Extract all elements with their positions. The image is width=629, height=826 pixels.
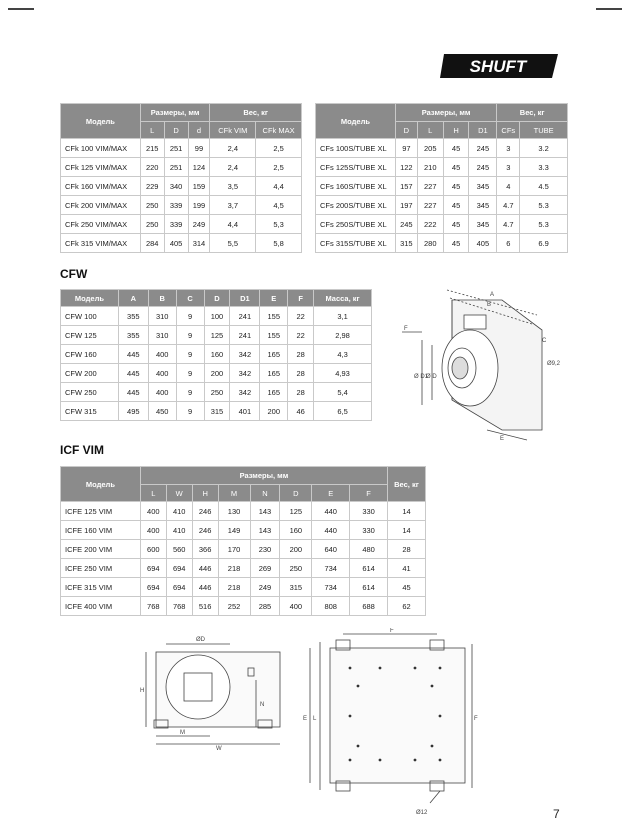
icf-model-cell: ICFE 400 VIM <box>61 597 141 616</box>
cfk-value-cell: 2,4 <box>210 158 256 177</box>
icf-table <box>60 466 426 616</box>
cfk-model-cell: CFk 160 VIM/MAX <box>61 177 141 196</box>
cfw-section-title: CFW <box>60 267 88 281</box>
cfw-value-cell: 3,1 <box>314 307 372 326</box>
icf-top-f-label: F <box>390 628 394 634</box>
cfk-value-cell: 284 <box>140 234 164 253</box>
cfw-value-cell: 495 <box>118 402 148 421</box>
icf-table-row <box>61 559 426 578</box>
cfs-value-cell: 345 <box>469 177 497 196</box>
icf-top-drawing <box>300 628 480 818</box>
cfs-value-cell: 3.3 <box>520 158 568 177</box>
cfs-header-dims: Размеры, мм <box>395 104 496 122</box>
cfw-value-cell: 165 <box>260 383 288 402</box>
icf-section-title: ICF VIM <box>60 443 104 457</box>
cfw-value-cell: 160 <box>204 345 230 364</box>
cfs-value-cell: 280 <box>417 234 443 253</box>
icf-value-cell: 170 <box>218 540 250 559</box>
cfw-dim-d-label: Ø D <box>426 374 437 380</box>
cfk-value-cell: 3,7 <box>210 196 256 215</box>
cfk-model-cell: CFk 200 VIM/MAX <box>61 196 141 215</box>
cfw-model-cell: CFW 250 <box>61 383 119 402</box>
icf-value-cell: 400 <box>140 521 166 540</box>
icf-header-weight: Вес, кг <box>388 467 426 502</box>
corner-mark-right <box>596 8 622 24</box>
icf-sub-header: L <box>140 485 166 502</box>
icf-value-cell: 560 <box>166 540 192 559</box>
icf-value-cell: 218 <box>218 578 250 597</box>
icf-top-l-label: L <box>313 716 317 722</box>
cfk-value-cell: 339 <box>164 196 188 215</box>
icf-front-h-label: H <box>140 688 145 694</box>
cfs-model-cell: CFs 125S/TUBE XL <box>316 158 396 177</box>
cfw-value-cell: 9 <box>176 345 204 364</box>
cfk-sub-header: L <box>140 122 164 139</box>
cfw-model-cell: CFW 125 <box>61 326 119 345</box>
cfw-value-cell: 355 <box>118 307 148 326</box>
cfw-header: D1 <box>230 290 260 307</box>
cfw-value-cell: 401 <box>230 402 260 421</box>
cfw-table-row <box>61 345 372 364</box>
icf-value-cell: 160 <box>280 521 312 540</box>
cfk-sub-header: d <box>188 122 210 139</box>
icf-top-e-label: E <box>303 716 308 722</box>
icf-value-cell: 125 <box>280 502 312 521</box>
cfw-dim-c-label: C <box>542 338 547 344</box>
cfs-value-cell: 4.5 <box>520 177 568 196</box>
cfs-value-cell: 6.9 <box>520 234 568 253</box>
cfw-value-cell: 450 <box>148 402 176 421</box>
cfs-value-cell: 197 <box>395 196 417 215</box>
cfs-model-cell: CFs 100S/TUBE XL <box>316 139 396 158</box>
cfs-value-cell: 45 <box>443 158 469 177</box>
icf-value-cell: 400 <box>280 597 312 616</box>
icf-value-cell: 143 <box>250 502 280 521</box>
cfw-dim-e-label: E <box>500 436 505 442</box>
icf-table-row <box>61 540 426 559</box>
cfs-value-cell: 345 <box>469 215 497 234</box>
icf-value-cell: 808 <box>312 597 350 616</box>
cfk-value-cell: 251 <box>164 139 188 158</box>
cfs-sub-header: D <box>395 122 417 139</box>
cfk-table-row <box>61 215 302 234</box>
cfk-value-cell: 5,3 <box>256 215 302 234</box>
cfs-value-cell: 315 <box>395 234 417 253</box>
icf-sub-header: H <box>192 485 218 502</box>
cfk-sub-header: CFk VIM <box>210 122 256 139</box>
icf-model-cell: ICFE 160 VIM <box>61 521 141 540</box>
cfw-header: A <box>118 290 148 307</box>
cfk-value-cell: 159 <box>188 177 210 196</box>
cfs-value-cell: 122 <box>395 158 417 177</box>
cfw-value-cell: 28 <box>288 364 314 383</box>
cfk-table-row <box>61 139 302 158</box>
cfw-value-cell: 200 <box>204 364 230 383</box>
cfw-value-cell: 400 <box>148 383 176 402</box>
cfs-value-cell: 345 <box>469 196 497 215</box>
cfk-table-row <box>61 196 302 215</box>
icf-value-cell: 250 <box>280 559 312 578</box>
cfw-value-cell: 355 <box>118 326 148 345</box>
cfw-value-cell: 22 <box>288 307 314 326</box>
cfk-value-cell: 215 <box>140 139 164 158</box>
icf-value-cell: 246 <box>192 521 218 540</box>
icf-value-cell: 440 <box>312 502 350 521</box>
cfk-value-cell: 4,4 <box>210 215 256 234</box>
icf-value-cell: 230 <box>250 540 280 559</box>
icf-model-cell: ICFE 250 VIM <box>61 559 141 578</box>
icf-front-d-label: ØD <box>196 637 205 643</box>
cfs-value-cell: 45 <box>443 177 469 196</box>
cfw-value-cell: 250 <box>204 383 230 402</box>
cfs-table-row <box>316 196 568 215</box>
icf-value-cell: 446 <box>192 559 218 578</box>
icf-value-cell: 640 <box>312 540 350 559</box>
cfs-value-cell: 245 <box>469 139 497 158</box>
cfs-value-cell: 6 <box>497 234 520 253</box>
icf-sub-header: N <box>250 485 280 502</box>
cfs-sub-header: D1 <box>469 122 497 139</box>
cfw-dim-a-label: A <box>490 292 495 298</box>
cfw-value-cell: 155 <box>260 307 288 326</box>
icf-value-cell: 688 <box>350 597 388 616</box>
cfw-value-cell: 22 <box>288 326 314 345</box>
icf-value-cell: 446 <box>192 578 218 597</box>
cfw-model-cell: CFW 100 <box>61 307 119 326</box>
cfw-model-cell: CFW 315 <box>61 402 119 421</box>
cfw-value-cell: 46 <box>288 402 314 421</box>
cfk-value-cell: 2,4 <box>210 139 256 158</box>
cfw-header: Масса, кг <box>314 290 372 307</box>
icf-front-drawing <box>138 632 288 752</box>
icf-value-cell: 246 <box>192 502 218 521</box>
cfk-value-cell: 5,8 <box>256 234 302 253</box>
cfk-value-cell: 249 <box>188 215 210 234</box>
icf-value-cell: 252 <box>218 597 250 616</box>
icf-sub-header: E <box>312 485 350 502</box>
cfk-model-cell: CFk 315 VIM/MAX <box>61 234 141 253</box>
icf-value-cell: 694 <box>166 559 192 578</box>
icf-value-cell: 410 <box>166 502 192 521</box>
cfw-header: F <box>288 290 314 307</box>
cfw-value-cell: 445 <box>118 364 148 383</box>
cfw-value-cell: 241 <box>230 307 260 326</box>
icf-sub-header: D <box>280 485 312 502</box>
icf-value-cell: 768 <box>140 597 166 616</box>
icf-value-cell: 45 <box>388 578 426 597</box>
icf-value-cell: 285 <box>250 597 280 616</box>
cfk-table-row <box>61 177 302 196</box>
page-number: 7 <box>553 807 560 821</box>
cfw-value-cell: 28 <box>288 345 314 364</box>
cfk-header-dims: Размеры, мм <box>140 104 210 122</box>
cfw-model-cell: CFW 160 <box>61 345 119 364</box>
cfs-value-cell: 3 <box>497 158 520 177</box>
icf-front-w-label: W <box>216 746 222 752</box>
cfk-value-cell: 339 <box>164 215 188 234</box>
cfs-table-row <box>316 215 568 234</box>
icf-value-cell: 315 <box>280 578 312 597</box>
cfs-value-cell: 4 <box>497 177 520 196</box>
cfk-sub-header: CFk MAX <box>256 122 302 139</box>
icf-value-cell: 734 <box>312 559 350 578</box>
cfw-value-cell: 400 <box>148 364 176 383</box>
cfk-value-cell: 2,5 <box>256 139 302 158</box>
cfw-table-row <box>61 383 372 402</box>
icf-value-cell: 734 <box>312 578 350 597</box>
icf-value-cell: 516 <box>192 597 218 616</box>
icf-value-cell: 200 <box>280 540 312 559</box>
cfw-value-cell: 100 <box>204 307 230 326</box>
icf-value-cell: 62 <box>388 597 426 616</box>
cfk-table-row <box>61 234 302 253</box>
cfk-model-cell: CFk 250 VIM/MAX <box>61 215 141 234</box>
cfs-table-row <box>316 158 568 177</box>
cfk-value-cell: 3,5 <box>210 177 256 196</box>
cfs-value-cell: 227 <box>417 196 443 215</box>
cfk-value-cell: 340 <box>164 177 188 196</box>
icf-value-cell: 614 <box>350 578 388 597</box>
corner-mark-left <box>8 8 34 24</box>
cfw-value-cell: 241 <box>230 326 260 345</box>
cfs-value-cell: 97 <box>395 139 417 158</box>
icf-sub-header: W <box>166 485 192 502</box>
cfs-value-cell: 227 <box>417 177 443 196</box>
icf-value-cell: 14 <box>388 502 426 521</box>
cfw-value-cell: 342 <box>230 383 260 402</box>
icf-table-row <box>61 502 426 521</box>
cfk-value-cell: 250 <box>140 196 164 215</box>
cfs-value-cell: 5.3 <box>520 215 568 234</box>
cfw-value-cell: 445 <box>118 383 148 402</box>
cfw-table-row <box>61 402 372 421</box>
cfk-sub-header: D <box>164 122 188 139</box>
cfw-header: D <box>204 290 230 307</box>
icf-value-cell: 28 <box>388 540 426 559</box>
cfk-value-cell: 4,4 <box>256 177 302 196</box>
cfw-value-cell: 400 <box>148 345 176 364</box>
icf-value-cell: 480 <box>350 540 388 559</box>
cfk-model-cell: CFk 125 VIM/MAX <box>61 158 141 177</box>
cfw-header: C <box>176 290 204 307</box>
cfw-value-cell: 310 <box>148 326 176 345</box>
icf-value-cell: 366 <box>192 540 218 559</box>
cfk-value-cell: 199 <box>188 196 210 215</box>
cfw-value-cell: 155 <box>260 326 288 345</box>
cfs-table-row <box>316 139 568 158</box>
icf-value-cell: 330 <box>350 502 388 521</box>
cfw-value-cell: 5,4 <box>314 383 372 402</box>
cfs-table <box>315 103 568 253</box>
icf-value-cell: 149 <box>218 521 250 540</box>
cfs-sub-header: H <box>443 122 469 139</box>
cfw-table-row <box>61 307 372 326</box>
cfs-value-cell: 3 <box>497 139 520 158</box>
cfs-sub-header: TUBE <box>520 122 568 139</box>
cfw-table-row <box>61 326 372 345</box>
cfw-value-cell: 9 <box>176 383 204 402</box>
cfw-hole-label: Ø9,2 <box>547 361 561 367</box>
cfw-dim-d1-label: Ø D1 <box>414 374 429 380</box>
cfw-value-cell: 315 <box>204 402 230 421</box>
icf-value-cell: 410 <box>166 521 192 540</box>
icf-table-row <box>61 578 426 597</box>
cfw-value-cell: 4,93 <box>314 364 372 383</box>
cfs-model-cell: CFs 200S/TUBE XL <box>316 196 396 215</box>
brand-logo <box>440 52 560 80</box>
cfw-value-cell: 9 <box>176 402 204 421</box>
icf-value-cell: 768 <box>166 597 192 616</box>
icf-top-f-side-label: F <box>474 716 478 722</box>
icf-value-cell: 694 <box>140 578 166 597</box>
cfw-value-cell: 310 <box>148 307 176 326</box>
icf-model-cell: ICFE 200 VIM <box>61 540 141 559</box>
cfk-value-cell: 250 <box>140 215 164 234</box>
cfw-header: E <box>260 290 288 307</box>
cfs-value-cell: 157 <box>395 177 417 196</box>
icf-table-row <box>61 597 426 616</box>
cfs-model-cell: CFs 250S/TUBE XL <box>316 215 396 234</box>
cfs-header-weight: Вес, кг <box>497 104 568 122</box>
cfs-model-cell: CFs 315S/TUBE XL <box>316 234 396 253</box>
icf-value-cell: 143 <box>250 521 280 540</box>
icf-value-cell: 440 <box>312 521 350 540</box>
icf-sub-header: F <box>350 485 388 502</box>
cfs-value-cell: 45 <box>443 234 469 253</box>
cfw-value-cell: 125 <box>204 326 230 345</box>
cfk-model-cell: CFk 100 VIM/MAX <box>61 139 141 158</box>
cfs-header-model: Модель <box>316 104 396 139</box>
cfs-table-row <box>316 177 568 196</box>
cfs-value-cell: 245 <box>469 158 497 177</box>
cfs-value-cell: 210 <box>417 158 443 177</box>
cfw-value-cell: 445 <box>118 345 148 364</box>
cfw-table-row <box>61 364 372 383</box>
cfk-header-weight: Вес, кг <box>210 104 302 122</box>
cfs-value-cell: 5.3 <box>520 196 568 215</box>
cfk-value-cell: 99 <box>188 139 210 158</box>
cfw-value-cell: 165 <box>260 345 288 364</box>
cfs-value-cell: 245 <box>395 215 417 234</box>
cfk-value-cell: 405 <box>164 234 188 253</box>
icf-header-model: Модель <box>61 467 141 502</box>
icf-value-cell: 600 <box>140 540 166 559</box>
cfw-value-cell: 9 <box>176 307 204 326</box>
cfs-value-cell: 405 <box>469 234 497 253</box>
icf-value-cell: 249 <box>250 578 280 597</box>
icf-value-cell: 14 <box>388 521 426 540</box>
cfs-value-cell: 3.2 <box>520 139 568 158</box>
icf-front-m-label: M <box>180 730 185 736</box>
brand-logo-text: SHUFT <box>469 57 527 76</box>
icf-value-cell: 130 <box>218 502 250 521</box>
cfw-model-cell: CFW 200 <box>61 364 119 383</box>
cfw-value-cell: 9 <box>176 326 204 345</box>
cfk-value-cell: 124 <box>188 158 210 177</box>
cfw-value-cell: 165 <box>260 364 288 383</box>
cfw-value-cell: 6,5 <box>314 402 372 421</box>
cfw-value-cell: 28 <box>288 383 314 402</box>
icf-value-cell: 330 <box>350 521 388 540</box>
cfs-table-row <box>316 234 568 253</box>
cfw-value-cell: 342 <box>230 364 260 383</box>
icf-front-n-label: N <box>260 702 265 708</box>
cfw-value-cell: 342 <box>230 345 260 364</box>
cfk-value-cell: 229 <box>140 177 164 196</box>
cfw-table <box>60 289 372 421</box>
icf-value-cell: 400 <box>140 502 166 521</box>
cfw-value-cell: 9 <box>176 364 204 383</box>
icf-value-cell: 614 <box>350 559 388 578</box>
cfs-sub-header: CFs <box>497 122 520 139</box>
icf-value-cell: 218 <box>218 559 250 578</box>
cfs-value-cell: 4.7 <box>497 215 520 234</box>
cfw-header: B <box>148 290 176 307</box>
icf-model-cell: ICFE 315 VIM <box>61 578 141 597</box>
icf-value-cell: 269 <box>250 559 280 578</box>
cfw-value-cell: 2,98 <box>314 326 372 345</box>
cfs-model-cell: CFs 160S/TUBE XL <box>316 177 396 196</box>
icf-sub-header: M <box>218 485 250 502</box>
icf-value-cell: 694 <box>140 559 166 578</box>
cfw-value-cell: 200 <box>260 402 288 421</box>
icf-value-cell: 41 <box>388 559 426 578</box>
cfw-header: Модель <box>61 290 119 307</box>
cfs-value-cell: 205 <box>417 139 443 158</box>
icf-model-cell: ICFE 125 VIM <box>61 502 141 521</box>
cfw-dim-b-label: B <box>487 302 492 308</box>
cfs-value-cell: 45 <box>443 139 469 158</box>
cfs-value-cell: 45 <box>443 215 469 234</box>
cfk-value-cell: 251 <box>164 158 188 177</box>
icf-header-dims: Размеры, мм <box>140 467 387 485</box>
cfk-value-cell: 314 <box>188 234 210 253</box>
cfs-value-cell: 45 <box>443 196 469 215</box>
cfk-value-cell: 220 <box>140 158 164 177</box>
cfs-value-cell: 222 <box>417 215 443 234</box>
cfk-table-row <box>61 158 302 177</box>
cfw-value-cell: 4,3 <box>314 345 372 364</box>
cfk-value-cell: 2,5 <box>256 158 302 177</box>
icf-top-hole-label: Ø12 <box>416 810 428 816</box>
cfs-sub-header: L <box>417 122 443 139</box>
cfs-value-cell: 4.7 <box>497 196 520 215</box>
cfk-table <box>60 103 302 253</box>
icf-table-row <box>61 521 426 540</box>
cfk-header-model: Модель <box>61 104 141 139</box>
cfw-dim-f-label: F <box>404 326 408 332</box>
cfk-value-cell: 4,5 <box>256 196 302 215</box>
cfk-value-cell: 5,5 <box>210 234 256 253</box>
cfw-fan-drawing <box>392 270 567 455</box>
icf-value-cell: 694 <box>166 578 192 597</box>
